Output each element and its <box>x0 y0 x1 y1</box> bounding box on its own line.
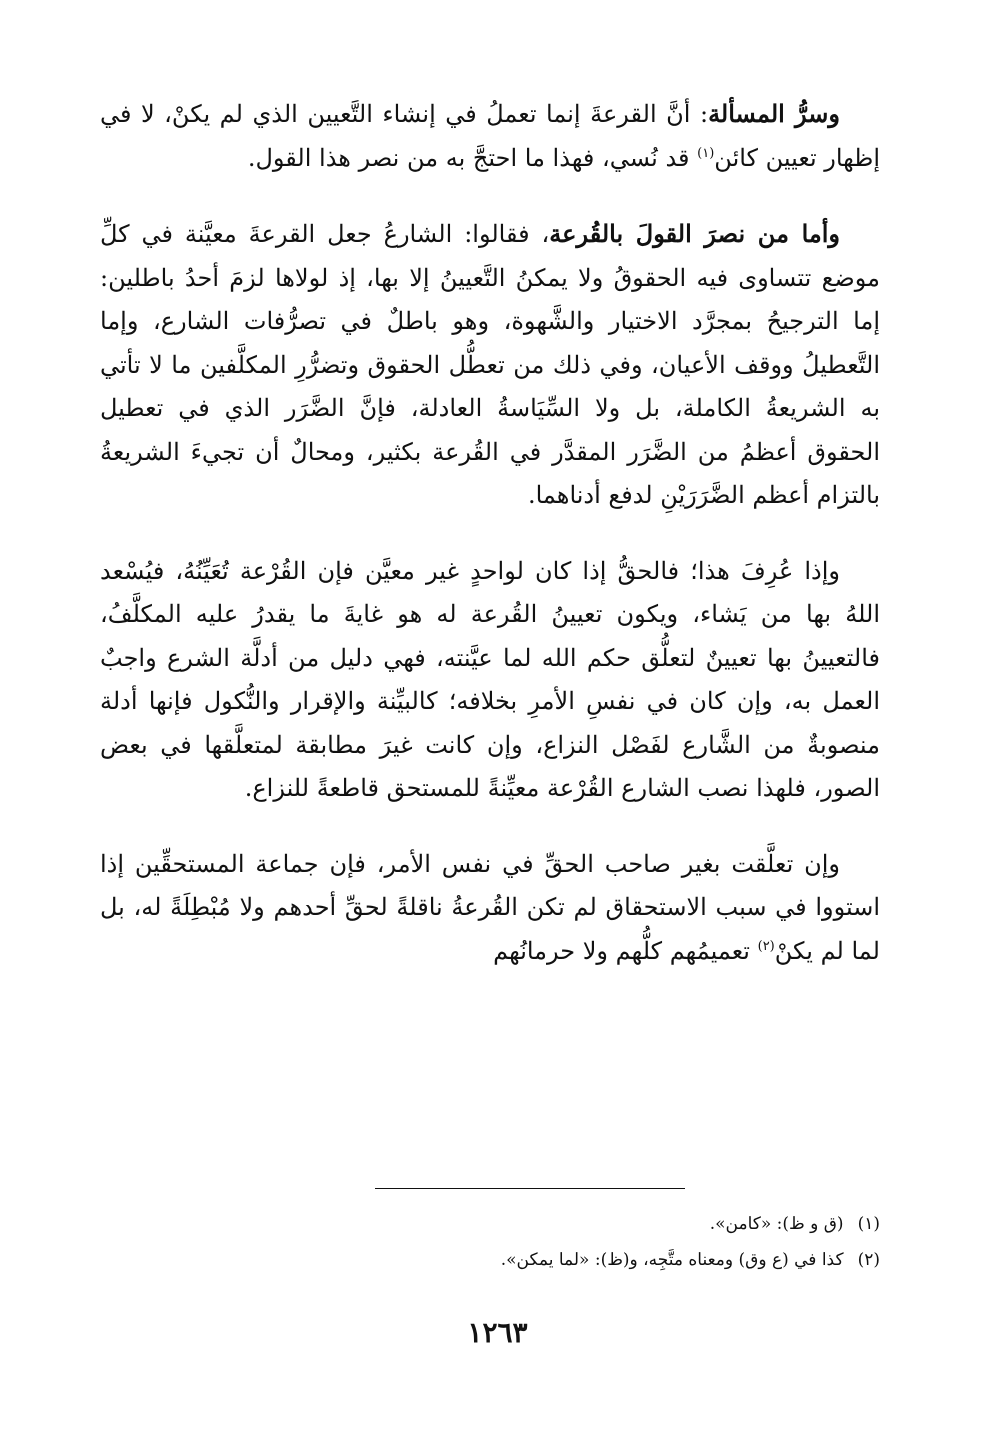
paragraph-1 <box>100 92 880 180</box>
footnote-marker-1: (١) <box>697 145 715 161</box>
footnote-1 <box>100 1206 880 1242</box>
paragraph-2 <box>100 212 880 518</box>
main-text <box>100 92 880 1005</box>
footnotes <box>100 1206 880 1278</box>
paragraph-text: وإن تعلَّقت بغير صاحب الحقِّ في نفس الأمر، فإن جماعة المستحقِّين إذا استووا في سبب الاستحقاق لم تكن القُرعةُ ناقلةً لحقِّ أحدهم ولا مُبْطِلَةً له، بل لما لم يكنْ <box>100 849 880 965</box>
footnote-number: (١) <box>857 1214 880 1234</box>
paragraph-lead: وأما من نصرَ القولَ بالقُرعة <box>549 219 841 248</box>
footnote-text: كذا في (ع وق) ومعناه متَّجِه، و(ظ): «لما يمكن». <box>500 1250 844 1270</box>
paragraph-text: تعميمُهم كلُّهم ولا حرمانُهم <box>493 936 758 965</box>
paragraph-text: ، فقالوا: الشارعُ جعل القرعةَ معيَّنة في كلِّ موضع تتساوى فيه الحقوقُ ولا يمكنُ التَّعيينُ إلا بها، إذ لولاها لزمَ أحدُ باطلين: إما الترجيحُ بمجرَّد الاختيار والشَّهوة، وهو باطلٌ في تصرُّفات الشارع، وإما التَّعطيلُ ووقف الأعيان، وفي ذلك من تعطُّل الحقوق وتضرُّرِ المكلَّفين ما لا تأتي به الشريعةُ الكاملة، بل ولا السِّيَاسةُ العادلة، فإنَّ الضَّرَر الذي في تعطيل الحقوق أعظمُ من الضَّرَر المقدَّر في القُرعة بكثير، ومحالٌ أن تجيءَ الشريعةُ بالتزام أعظم الضَّرَرَيْنِ لدفع أدناهما. <box>100 220 880 509</box>
footnote-text: (ق و ظ): «كامن». <box>709 1214 844 1234</box>
footnote-marker-2: (٢) <box>757 938 775 954</box>
footnote-2 <box>100 1242 880 1278</box>
page-number: ١٢٦٣ <box>467 1316 528 1349</box>
footnote-separator <box>375 1188 685 1189</box>
paragraph-4 <box>100 843 880 974</box>
paragraph-3 <box>100 550 880 811</box>
paragraph-text: وإذا عُرِفَ هذا؛ فالحقُّ إذا كان لواحدٍ غير معيَّن فإن القُرْعة تُعَيِّنُهُ، فيُسْعد اللهُ بها من يَشاء، ويكون تعيينُ القُرعة له هو غايةَ ما يقدرُ عليه المكلَّفُ، فالتعيينُ بها تعيينٌ لتعلُّق حكم الله لما عيَّنته، فهي دليل من أدلَّة الشرع واجبٌ العمل به، وإن كان في نفسِ الأمرِ بخلافه؛ كالبيِّنة والإقرار والنُّكول فإنها أدلة منصوبةٌ من الشَّارع لفَصْل النزاع، وإن كانت غيرَ مطابقة لمتعلَّقها في بعض الصور، فلهذا نصب الشارع القُرْعة معيِّنةً للمستحق قاطعةً للنزاع. <box>100 556 880 802</box>
paragraph-text: قد نُسي، فهذا ما احتجَّ به من نصر هذا القول. <box>247 143 698 172</box>
paragraph-text: : أنَّ القرعةَ إنما تعملُ في إنشاء التَّعيين الذي لم يكنْ، لا في إظهار تعيين كائن <box>100 100 880 172</box>
footnote-number: (٢) <box>857 1250 880 1270</box>
paragraph-lead: وسرُّ المسألة <box>708 99 840 128</box>
